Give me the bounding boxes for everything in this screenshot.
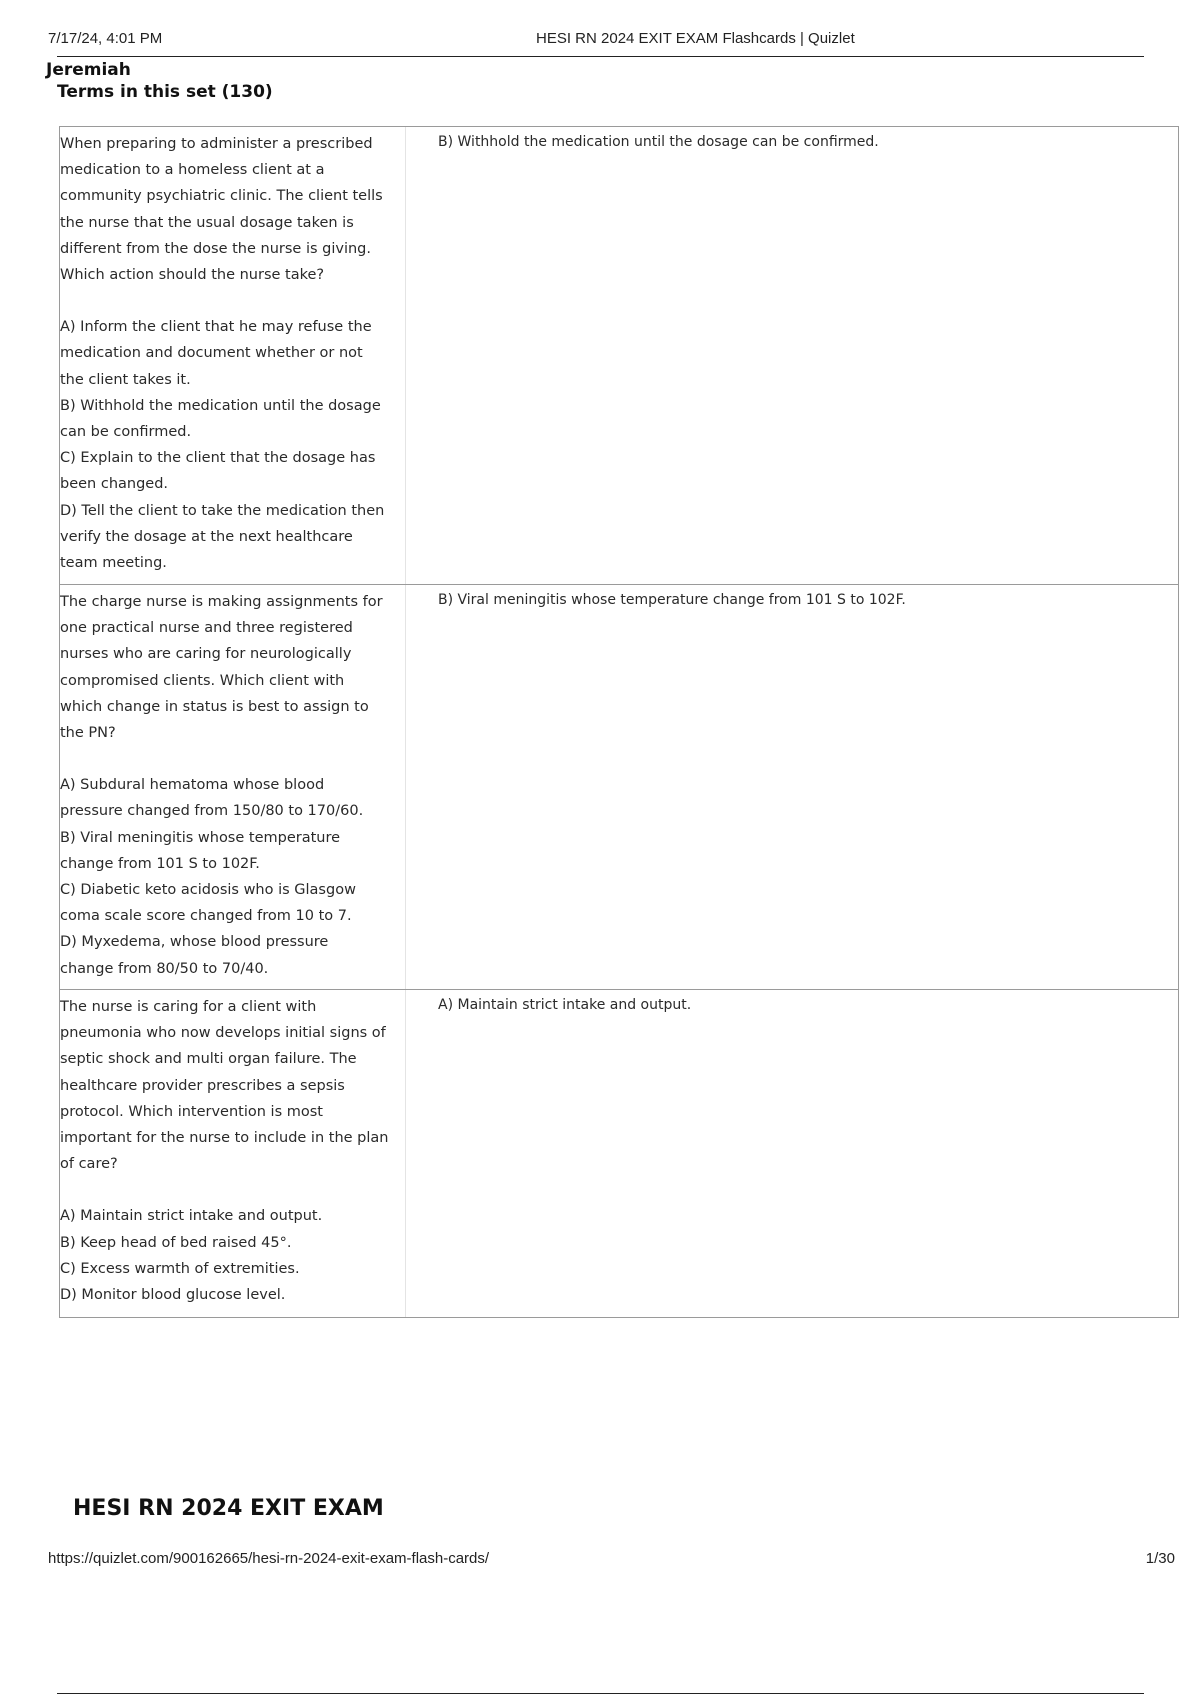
question-line: of care? [60, 1156, 118, 1173]
option-line: A) Maintain strict intake and output. [60, 1208, 323, 1225]
question-line: the nurse that the usual dosage taken is [60, 214, 354, 231]
set-title: HESI RN 2024 EXIT EXAM [73, 1496, 384, 1521]
question-line: Which action should the nurse take? [60, 267, 325, 284]
term-row [60, 127, 1178, 584]
question-line: septic shock and multi organ failure. The [60, 1051, 357, 1068]
question-line: the PN? [60, 725, 116, 742]
question-line: The nurse is caring for a client with [60, 999, 317, 1015]
print-title: HESI RN 2024 EXIT EXAM Flashcards | Quizlet [536, 30, 855, 47]
option-line: change from 80/50 to 70/40. [60, 960, 269, 977]
spacer [60, 288, 401, 314]
spacer [60, 746, 401, 772]
answer-cell: B) Withhold the medication until the dosage can be confirmed. [438, 134, 879, 150]
question-line: nurses who are caring for neurologically [60, 646, 352, 663]
option-line: A) Subdural hematoma whose blood [60, 777, 325, 794]
footer-page-number: 1/30 [1145, 1550, 1175, 1567]
author-name: Jeremiah [46, 60, 131, 80]
question-line: When preparing to administer a prescribed [60, 136, 373, 152]
print-header [48, 30, 1144, 56]
option-line: B) Keep head of bed raised 45°. [60, 1234, 292, 1251]
term-row [60, 584, 1178, 989]
question-cell [60, 127, 406, 584]
terms-table [59, 126, 1179, 1318]
option-line: pressure changed from 150/80 to 170/60. [60, 803, 364, 820]
option-line: can be confirmed. [60, 424, 192, 441]
option-line: coma scale score changed from 10 to 7. [60, 908, 352, 925]
option-line: C) Diabetic keto acidosis who is Glasgow [60, 882, 356, 899]
option-line: C) Excess warmth of extremities. [60, 1260, 300, 1277]
question-line: pneumonia who now develops initial signs of [60, 1025, 386, 1042]
option-line: D) Monitor blood glucose level. [60, 1287, 286, 1304]
option-line: D) Tell the client to take the medication then [60, 502, 385, 519]
question-line: The charge nurse is making assignments for [60, 594, 383, 610]
option-line: change from 101 S to 102F. [60, 855, 260, 872]
option-line: medication and document whether or not [60, 345, 363, 362]
header-divider [57, 56, 1144, 57]
option-line: verify the dosage at the next healthcare [60, 528, 353, 545]
question-line: protocol. Which intervention is most [60, 1103, 323, 1120]
question-line: different from the dose the nurse is giving. [60, 240, 371, 257]
question-line: which change in status is best to assign to [60, 698, 369, 715]
option-line: B) Viral meningitis whose temperature [60, 829, 341, 846]
spacer [60, 1177, 401, 1203]
print-date: 7/17/24, 4:01 PM [48, 30, 163, 47]
option-line: D) Myxedema, whose blood pressure [60, 934, 329, 951]
term-row [60, 989, 1178, 1317]
question-line: one practical nurse and three registered [60, 620, 353, 637]
footer-url: https://quizlet.com/900162665/hesi-rn-2024-exit-exam-flash-cards/ [48, 1550, 490, 1567]
answer-cell: B) Viral meningitis whose temperature change from 101 S to 102F. [438, 592, 906, 608]
question-line: important for the nurse to include in the plan [60, 1130, 389, 1147]
question-cell [60, 990, 406, 1317]
question-line: healthcare provider prescribes a sepsis [60, 1077, 345, 1094]
question-cell [60, 585, 406, 989]
option-line: the client takes it. [60, 371, 191, 388]
option-line: been changed. [60, 476, 169, 493]
option-line: A) Inform the client that he may refuse the [60, 319, 372, 336]
answer-cell: A) Maintain strict intake and output. [438, 997, 692, 1013]
question-line: compromised clients. Which client with [60, 672, 345, 689]
option-line: C) Explain to the client that the dosage has [60, 450, 376, 467]
terms-heading: Terms in this set (130) [57, 82, 273, 102]
footer-divider [57, 1693, 1144, 1694]
option-line: B) Withhold the medication until the dosage [60, 397, 381, 414]
question-line: community psychiatric clinic. The client tells [60, 188, 383, 205]
option-line: team meeting. [60, 555, 167, 572]
question-line: medication to a homeless client at a [60, 162, 325, 179]
